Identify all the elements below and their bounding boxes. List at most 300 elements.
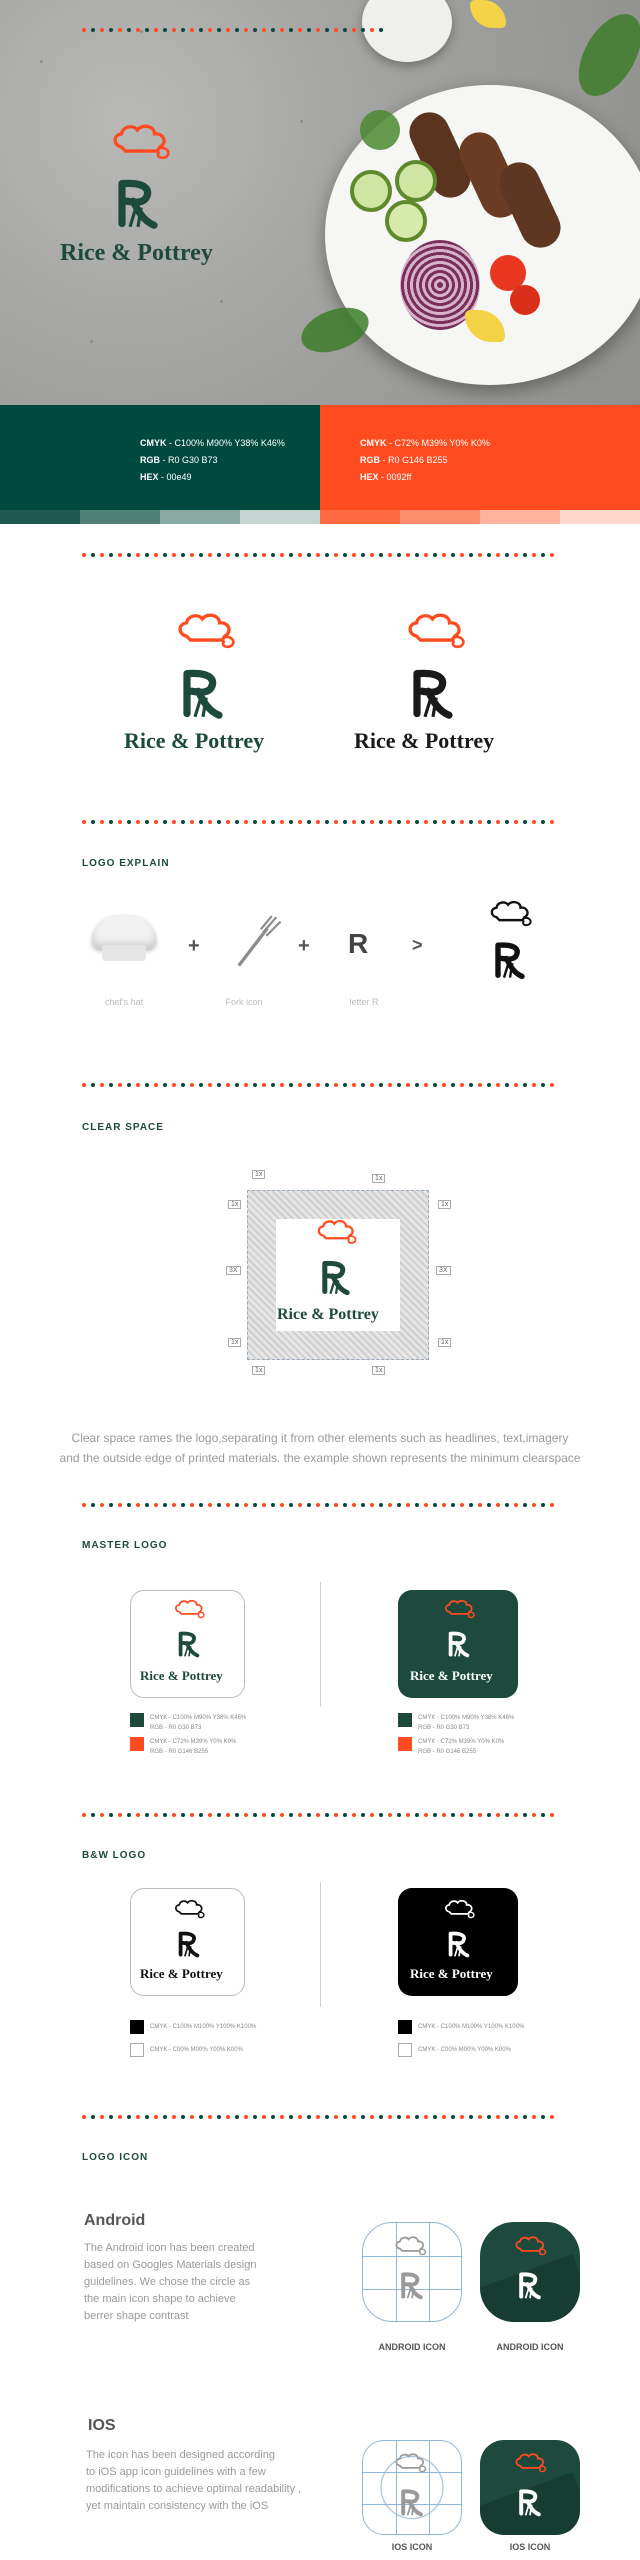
divider-dot — [541, 1813, 545, 1817]
divider-dot — [361, 1813, 365, 1817]
divider-dot — [100, 1503, 104, 1507]
divider-dot — [199, 1083, 203, 1087]
divider-dot — [109, 1813, 113, 1817]
divider-dot — [280, 553, 284, 557]
divider-dot — [505, 553, 509, 557]
divider-dot — [82, 1813, 86, 1817]
divider-dot — [289, 820, 293, 824]
unit-label-1x: 1x — [438, 1200, 451, 1209]
divider-dot — [217, 1813, 221, 1817]
divider-dot — [91, 1503, 95, 1507]
divider-dot — [505, 1083, 509, 1087]
divider-dot — [541, 553, 545, 557]
divider-dot — [379, 2115, 383, 2119]
dotted-divider — [82, 1503, 554, 1509]
divider-dot — [334, 1083, 338, 1087]
divider-dot — [181, 1083, 185, 1087]
divider-dot — [496, 553, 500, 557]
divider-dot — [487, 820, 491, 824]
dotted-divider — [82, 1083, 554, 1089]
android-title: Android — [84, 2212, 146, 2229]
divider-dot — [334, 553, 338, 557]
divider-dot — [325, 820, 329, 824]
divider-dot — [190, 1083, 194, 1087]
letter-r-icon — [393, 640, 473, 720]
unit-label-3x: 3X — [226, 1266, 241, 1275]
divider-dot — [136, 1083, 140, 1087]
herb-image — [566, 4, 640, 107]
divider-dot — [100, 820, 104, 824]
master-green-brand-name: Rice & Pottrey — [410, 1668, 493, 1683]
divider-dot — [352, 553, 356, 557]
divider-dot — [226, 820, 230, 824]
divider-dot — [136, 1503, 140, 1507]
divider-dot — [388, 820, 392, 824]
divider-dot — [388, 1813, 392, 1817]
vertical-divider — [320, 1582, 321, 1707]
letter-r-icon — [390, 2256, 434, 2300]
divider-dot — [298, 553, 302, 557]
divider-dot — [199, 820, 203, 824]
letter-r-icon — [508, 2256, 552, 2300]
divider-dot — [199, 2115, 203, 2119]
divider-dot — [163, 1503, 167, 1507]
plus-sign: + — [188, 935, 200, 957]
divider-dot — [352, 1503, 356, 1507]
divider-dot — [235, 1813, 239, 1817]
divider-dot — [343, 820, 347, 824]
divider-dot — [208, 820, 212, 824]
divider-dot — [298, 1083, 302, 1087]
android-icon-label: ANDROID ICON — [496, 2342, 564, 2352]
divider-dot — [478, 1503, 482, 1507]
divider-dot — [109, 553, 113, 557]
logo-color-brand-name: Rice & Pottrey — [124, 728, 265, 753]
divider-dot — [289, 1503, 293, 1507]
spec-black: CMYK - C100% M100% Y100% K100% — [150, 2024, 257, 2030]
divider-dot — [136, 820, 140, 824]
divider-dot — [271, 820, 275, 824]
section-title-master-logo: MASTER LOGO — [82, 1540, 168, 1551]
orange-tint-2 — [400, 510, 480, 524]
divider-dot — [415, 1083, 419, 1087]
divider-dot — [226, 1083, 230, 1087]
divider-dot — [433, 1813, 437, 1817]
divider-dot — [82, 2115, 86, 2119]
divider-dot — [388, 2115, 392, 2119]
spec-orange: CMYK - C72% M39% Y0% K0% RGB - R0 G146 B255 — [418, 1739, 505, 1755]
divider-dot — [172, 820, 176, 824]
divider-dot — [406, 1503, 410, 1507]
divider-dot — [478, 1813, 482, 1817]
divider-dot — [118, 1083, 122, 1087]
divider-dot — [298, 2115, 302, 2119]
clear-space-brand-name: Rice & Pottrey — [277, 1306, 379, 1323]
divider-dot — [442, 820, 446, 824]
color-chip-orange — [398, 1737, 412, 1751]
divider-dot — [208, 1083, 212, 1087]
caption-fork-icon: Fork icon — [225, 997, 263, 1007]
divider-dot — [217, 1083, 221, 1087]
divider-dot — [181, 1813, 185, 1817]
divider-dot — [136, 1813, 140, 1817]
divider-dot — [118, 1813, 122, 1817]
divider-dot — [550, 1813, 554, 1817]
divider-dot — [163, 553, 167, 557]
divider-dot — [235, 820, 239, 824]
divider-dot — [550, 820, 554, 824]
divider-dot — [226, 1503, 230, 1507]
divider-dot — [451, 1083, 455, 1087]
letter-r-icon — [98, 150, 178, 230]
divider-dot — [127, 1503, 131, 1507]
divider-dot — [514, 1083, 518, 1087]
divider-dot — [397, 1503, 401, 1507]
divider-dot — [235, 1503, 239, 1507]
orange-tint-3 — [480, 510, 560, 524]
divider-dot — [217, 1503, 221, 1507]
divider-dot — [163, 2115, 167, 2119]
divider-dot — [217, 553, 221, 557]
divider-dot — [451, 553, 455, 557]
hero-brand-name: Rice & Pottrey — [60, 240, 213, 266]
divider-dot — [280, 820, 284, 824]
divider-dot — [91, 820, 95, 824]
divider-dot — [424, 1083, 428, 1087]
divider-dot — [172, 1083, 176, 1087]
divider-dot — [316, 553, 320, 557]
orange-tint-4 — [560, 510, 640, 524]
divider-dot — [154, 1083, 158, 1087]
divider-dot — [253, 553, 257, 557]
divider-dot — [370, 1503, 374, 1507]
divider-dot — [514, 1813, 518, 1817]
divider-dot — [118, 553, 122, 557]
divider-dot — [343, 553, 347, 557]
logo-dark-brand-name: Rice & Pottrey — [354, 728, 495, 753]
divider-dot — [226, 2115, 230, 2119]
divider-dot — [388, 1083, 392, 1087]
divider-dot — [307, 553, 311, 557]
divider-dot — [370, 553, 374, 557]
divider-dot — [370, 1813, 374, 1817]
divider-dot — [451, 2115, 455, 2119]
clear-space-description: Clear space rames the logo,separating it from other elements such as headlines, text,imagery and the outside edge of printed materials. the example shown represents the minimum clearspace — [59, 1431, 581, 1465]
divider-dot — [334, 1503, 338, 1507]
android-description: The Android icon has been created based on Googles Materials design guidelines. We chose the circle as the main icon shape to achieve berrer shape contrast — [84, 2242, 257, 2322]
divider-dot — [298, 820, 302, 824]
divider-dot — [343, 2115, 347, 2119]
divider-dot — [460, 1813, 464, 1817]
herb-image — [360, 110, 400, 150]
divider-dot — [541, 820, 545, 824]
section-title-clear-space: CLEAR SPACE — [82, 1122, 164, 1133]
divider-dot — [433, 1503, 437, 1507]
divider-dot — [244, 1503, 248, 1507]
divider-dot — [370, 2115, 374, 2119]
divider-dot — [415, 2115, 419, 2119]
divider-dot — [550, 1503, 554, 1507]
divider-dot — [253, 1083, 257, 1087]
divider-dot — [370, 820, 374, 824]
divider-dot — [523, 1503, 527, 1507]
spec-green: CMYK - C100% M90% Y38% K46% RGB - R0 G30 B73 — [150, 1715, 247, 1731]
divider-dot — [415, 820, 419, 824]
color-chip-black — [398, 2020, 412, 2034]
divider-dot — [478, 2115, 482, 2119]
divider-dot — [280, 1503, 284, 1507]
ios-title: IOS — [88, 2417, 116, 2434]
divider-dot — [424, 1813, 428, 1817]
divider-dot — [316, 1083, 320, 1087]
divider-dot — [253, 2115, 257, 2119]
divider-dot — [217, 2115, 221, 2119]
tomato-image — [510, 285, 540, 315]
divider-dot — [280, 2115, 284, 2119]
divider-dot — [316, 1813, 320, 1817]
divider-dot — [325, 1813, 329, 1817]
divider-dot — [406, 1813, 410, 1817]
divider-dot — [118, 1503, 122, 1507]
divider-dot — [352, 1083, 356, 1087]
divider-dot — [127, 553, 131, 557]
letter-r-icon — [168, 1616, 210, 1658]
color-chip-green — [130, 1713, 144, 1727]
divider-dot — [82, 553, 86, 557]
dotted-divider — [82, 1813, 554, 1819]
divider-dot — [127, 820, 131, 824]
divider-dot — [505, 1503, 509, 1507]
divider-dot — [307, 1503, 311, 1507]
divider-dot — [541, 1503, 545, 1507]
divider-dot — [370, 1083, 374, 1087]
divider-dot — [442, 2115, 446, 2119]
divider-dot — [262, 1083, 266, 1087]
divider-dot — [415, 1503, 419, 1507]
orange-tint-1 — [320, 510, 400, 524]
unit-label-1x: 1x — [228, 1338, 241, 1347]
spec-orange: CMYK - C72% M39% Y0% K0% RGB - R0 G146 B255 — [150, 1739, 237, 1755]
divider-dot — [172, 553, 176, 557]
divider-dot — [145, 1503, 149, 1507]
divider-dot — [109, 1503, 113, 1507]
divider-dot — [262, 820, 266, 824]
plus-sign: + — [298, 935, 310, 957]
divider-dot — [469, 2115, 473, 2119]
divider-dot — [109, 2115, 113, 2119]
divider-dot — [145, 1813, 149, 1817]
divider-dot — [379, 1813, 383, 1817]
ios-description: The icon has been designed according to iOS app icon guidelines with a few modifications to achieve optimal readability , yet maintain consistency with the iOS — [86, 2449, 302, 2512]
divider-dot — [406, 820, 410, 824]
divider-dot — [226, 553, 230, 557]
divider-dot — [262, 1503, 266, 1507]
divider-dot — [145, 820, 149, 824]
divider-dot — [406, 2115, 410, 2119]
divider-dot — [361, 820, 365, 824]
divider-dot — [514, 553, 518, 557]
divider-dot — [352, 1813, 356, 1817]
divider-dot — [442, 1503, 446, 1507]
unit-label-1x: 1x — [252, 1366, 265, 1375]
divider-dot — [352, 2115, 356, 2119]
unit-label-1x: 1x — [252, 1170, 265, 1179]
letter-r-icon — [308, 1240, 364, 1296]
divider-dot — [271, 1083, 275, 1087]
divider-dot — [388, 1503, 392, 1507]
divider-dot — [298, 1813, 302, 1817]
color-chip-green — [398, 1713, 412, 1727]
section-title-bw-logo: B&W LOGO — [82, 1850, 147, 1861]
divider-dot — [172, 1813, 176, 1817]
divider-dot — [523, 1813, 527, 1817]
divider-dot — [109, 820, 113, 824]
divider-dot — [460, 820, 464, 824]
divider-dot — [154, 1813, 158, 1817]
divider-dot — [289, 1813, 293, 1817]
divider-dot — [271, 1503, 275, 1507]
divider-dot — [352, 820, 356, 824]
fork-icon — [230, 915, 285, 970]
ios-grid-label: IOS ICON — [391, 2542, 433, 2552]
divider-dot — [163, 820, 167, 824]
ios-icon-label: IOS ICON — [509, 2542, 551, 2552]
divider-dot — [397, 553, 401, 557]
master-light-brand-name: Rice & Pottrey — [140, 1668, 223, 1683]
divider-dot — [379, 1083, 383, 1087]
color-chip-black — [130, 2020, 144, 2034]
divider-dot — [532, 1813, 536, 1817]
divider-dot — [505, 2115, 509, 2119]
divider-dot — [343, 1503, 347, 1507]
divider-dot — [163, 1083, 167, 1087]
divider-dot — [82, 820, 86, 824]
divider-dot — [271, 553, 275, 557]
divider-dot — [181, 1503, 185, 1507]
cucumber-image — [395, 160, 437, 202]
divider-dot — [181, 2115, 185, 2119]
divider-dot — [307, 1813, 311, 1817]
letter-r-icon — [163, 640, 243, 720]
divider-dot — [289, 1083, 293, 1087]
divider-dot — [424, 2115, 428, 2119]
divider-dot — [532, 820, 536, 824]
divider-dot — [280, 1813, 284, 1817]
divider-dot — [244, 1083, 248, 1087]
divider-dot — [496, 2115, 500, 2119]
divider-dot — [532, 1503, 536, 1507]
divider-dot — [298, 1503, 302, 1507]
divider-dot — [442, 553, 446, 557]
divider-dot — [487, 1503, 491, 1507]
bw-white-brand-name: Rice & Pottrey — [140, 1966, 223, 1981]
divider-dot — [163, 1813, 167, 1817]
divider-dot — [397, 1813, 401, 1817]
android-grid-label: ANDROID ICON — [378, 2342, 446, 2352]
divider-dot — [433, 2115, 437, 2119]
divider-dot — [154, 553, 158, 557]
divider-dot — [361, 553, 365, 557]
letter-r-icon — [168, 1916, 210, 1958]
divider-dot — [91, 553, 95, 557]
divider-dot — [532, 1083, 536, 1087]
divider-dot — [154, 820, 158, 824]
divider-dot — [550, 553, 554, 557]
unit-label-1x: 1x — [438, 1338, 451, 1347]
divider-dot — [406, 1083, 410, 1087]
divider-dot — [397, 820, 401, 824]
divider-dot — [208, 1503, 212, 1507]
dotted-divider — [82, 2115, 554, 2121]
unit-label-1x: 1x — [228, 1200, 241, 1209]
divider-dot — [514, 820, 518, 824]
divider-dot — [208, 553, 212, 557]
divider-dot — [433, 1083, 437, 1087]
divider-dot — [325, 553, 329, 557]
divider-dot — [172, 1503, 176, 1507]
divider-dot — [190, 1813, 194, 1817]
divider-dot — [307, 820, 311, 824]
color-chip-orange — [130, 1737, 144, 1751]
divider-dot — [469, 1503, 473, 1507]
divider-dot — [91, 1083, 95, 1087]
divider-dot — [460, 1503, 464, 1507]
divider-dot — [388, 553, 392, 557]
divider-dot — [145, 553, 149, 557]
divider-dot — [190, 2115, 194, 2119]
divider-dot — [154, 1503, 158, 1507]
green-tint-3 — [160, 510, 240, 524]
cucumber-image — [385, 200, 427, 242]
color-chip-white — [130, 2043, 144, 2057]
divider-dot — [415, 1813, 419, 1817]
divider-dot — [379, 820, 383, 824]
divider-dot — [424, 1503, 428, 1507]
divider-dot — [280, 1083, 284, 1087]
divider-dot — [379, 1503, 383, 1507]
section-title-logo-explain: LOGO EXPLAIN — [82, 858, 170, 869]
divider-dot — [433, 553, 437, 557]
letter-r-icon — [390, 2473, 434, 2517]
green-tint-2 — [80, 510, 160, 524]
divider-dot — [496, 820, 500, 824]
divider-dot — [262, 1813, 266, 1817]
divider-dot — [289, 553, 293, 557]
letter-r-icon — [508, 2473, 552, 2517]
divider-dot — [91, 1813, 95, 1817]
divider-dot — [415, 553, 419, 557]
divider-dot — [442, 1813, 446, 1817]
divider-dot — [550, 2115, 554, 2119]
divider-dot — [325, 1083, 329, 1087]
divider-dot — [451, 1813, 455, 1817]
divider-dot — [505, 820, 509, 824]
divider-dot — [145, 1083, 149, 1087]
divider-dot — [316, 2115, 320, 2119]
divider-dot — [460, 2115, 464, 2119]
divider-dot — [226, 1813, 230, 1817]
divider-dot — [199, 1813, 203, 1817]
divider-dot — [514, 2115, 518, 2119]
divider-dot — [487, 1083, 491, 1087]
divider-dot — [109, 1083, 113, 1087]
green-tint-1 — [0, 510, 80, 524]
divider-dot — [181, 553, 185, 557]
divider-dot — [523, 1083, 527, 1087]
divider-dot — [82, 1503, 86, 1507]
divider-dot — [361, 1503, 365, 1507]
hero-photo — [0, 0, 640, 405]
